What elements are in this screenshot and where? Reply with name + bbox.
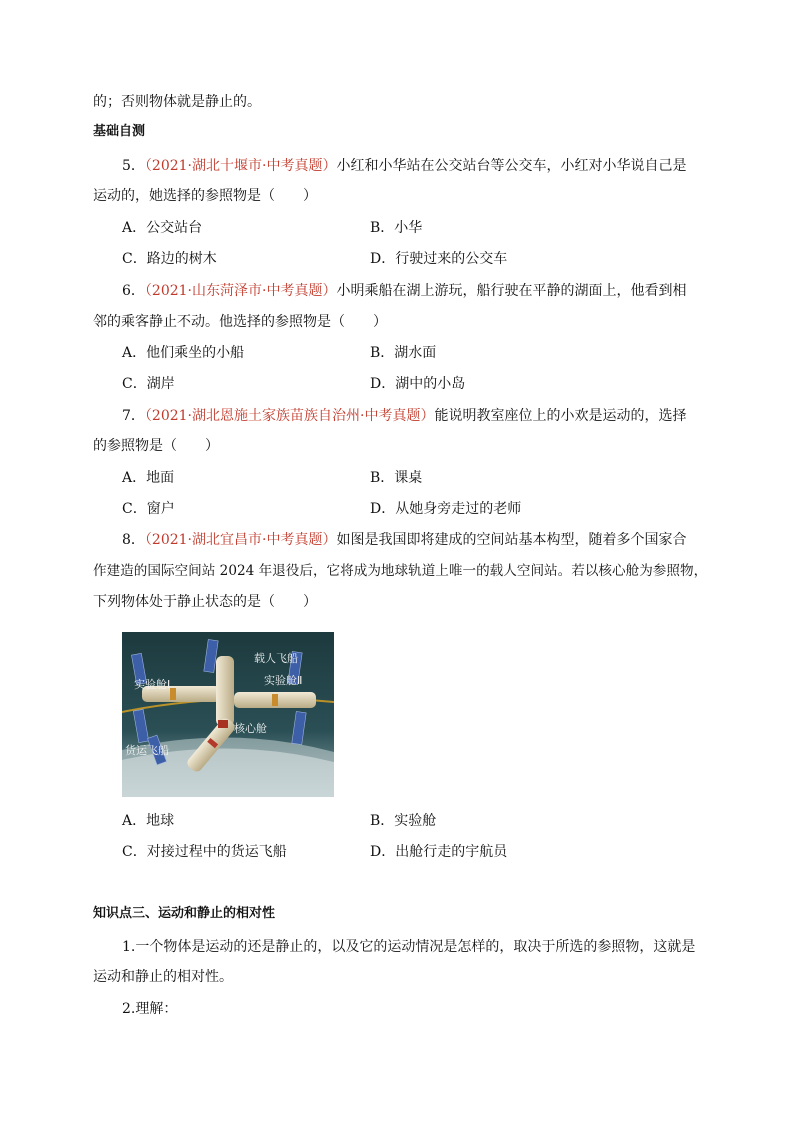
question-6-stem-cont: 邻的乘客静止不动。他选择的参照物是（ ） <box>93 314 387 330</box>
question-source: （2021·湖北恩施土家族苗族自治州·中考真题） <box>144 408 435 424</box>
space-station-illustration <box>122 632 334 797</box>
question-7-stem <box>122 406 686 426</box>
question-8-stem <box>122 530 686 550</box>
intro-line: 的；否则物体就是静止的。 <box>93 94 261 110</box>
question-6-stem <box>122 281 686 301</box>
question-source: （2021·湖北十堰市·中考真题） <box>144 158 337 174</box>
label-manned-spacecraft: 载人飞船 <box>254 652 298 665</box>
q5-option-d: D．行驶过来的公交车 <box>370 251 508 267</box>
q8-option-c: C．对接过程中的货运飞船 <box>122 844 287 860</box>
section-heading-knowledge-3: 知识点三、运动和静止的相对性 <box>93 906 276 921</box>
question-source: （2021·山东菏泽市·中考真题） <box>144 283 337 299</box>
question-5-stem <box>122 156 686 176</box>
question-source: （2021·湖北宜昌市·中考真题） <box>144 532 337 548</box>
knowledge-3-para-1: 1.一个物体是运动的还是静止的，以及它的运动情况是怎样的，取决于所选的参照物，这就是 <box>122 939 696 955</box>
question-text: 能说明教室座位上的小欢是运动的，选择 <box>434 408 687 424</box>
q5-option-c: C．路边的树木 <box>122 251 217 267</box>
space-station-figure <box>122 632 334 797</box>
label-core-module: 核心舱 <box>234 722 267 735</box>
label-lab-module-2: 实验舱Ⅱ <box>264 674 303 687</box>
q6-option-b: B．湖水面 <box>370 345 437 361</box>
q8-option-b: B．实验舱 <box>370 813 437 829</box>
q7-option-a: A．地面 <box>122 470 175 486</box>
question-number: 8． <box>122 532 145 548</box>
question-8-stem-cont: 作建造的国际空间站 2024 年退役后，它将成为地球轨道上唯一的载人空间站。若以核心舱为参照物， <box>93 563 708 579</box>
q5-option-b: B．小华 <box>370 220 423 236</box>
q6-option-c: C．湖岸 <box>122 376 175 392</box>
question-text: 小红和小华站在公交站台等公交车，小红对小华说自己是 <box>336 158 687 174</box>
q6-option-a: A．他们乘坐的小船 <box>122 345 245 361</box>
q8-option-a: A．地球 <box>122 813 175 829</box>
question-text: 如图是我国即将建成的空间站基本构型，随着多个国家合 <box>336 532 687 548</box>
question-7-stem-cont: 的参照物是（ ） <box>93 438 219 454</box>
q6-option-d: D．湖中的小岛 <box>370 376 466 392</box>
knowledge-3-para-2: 2.理解： <box>122 1001 178 1017</box>
q5-option-a: A．公交站台 <box>122 220 203 236</box>
label-lab-module-1: 实验舱Ⅰ <box>134 678 171 691</box>
question-number: 7． <box>122 408 145 424</box>
knowledge-3-para-1-cont: 运动和静止的相对性。 <box>93 969 233 985</box>
question-8-stem-cont-2: 下列物体处于静止状态的是（ ） <box>93 594 317 610</box>
question-number: 5． <box>122 158 145 174</box>
section-heading-self-test: 基础自测 <box>93 124 146 139</box>
question-number: 6． <box>122 283 145 299</box>
label-cargo-spacecraft: 货运飞船 <box>125 744 169 757</box>
question-text: 小明乘船在湖上游玩，船行驶在平静的湖面上，他看到相 <box>336 283 687 299</box>
q7-option-d: D．从她身旁走过的老师 <box>370 501 522 517</box>
question-5-stem-cont: 运动的，她选择的参照物是（ ） <box>93 188 317 204</box>
q8-option-d: D．出舱行走的宇航员 <box>370 844 508 860</box>
q7-option-b: B．课桌 <box>370 470 423 486</box>
q7-option-c: C．窗户 <box>122 501 175 517</box>
